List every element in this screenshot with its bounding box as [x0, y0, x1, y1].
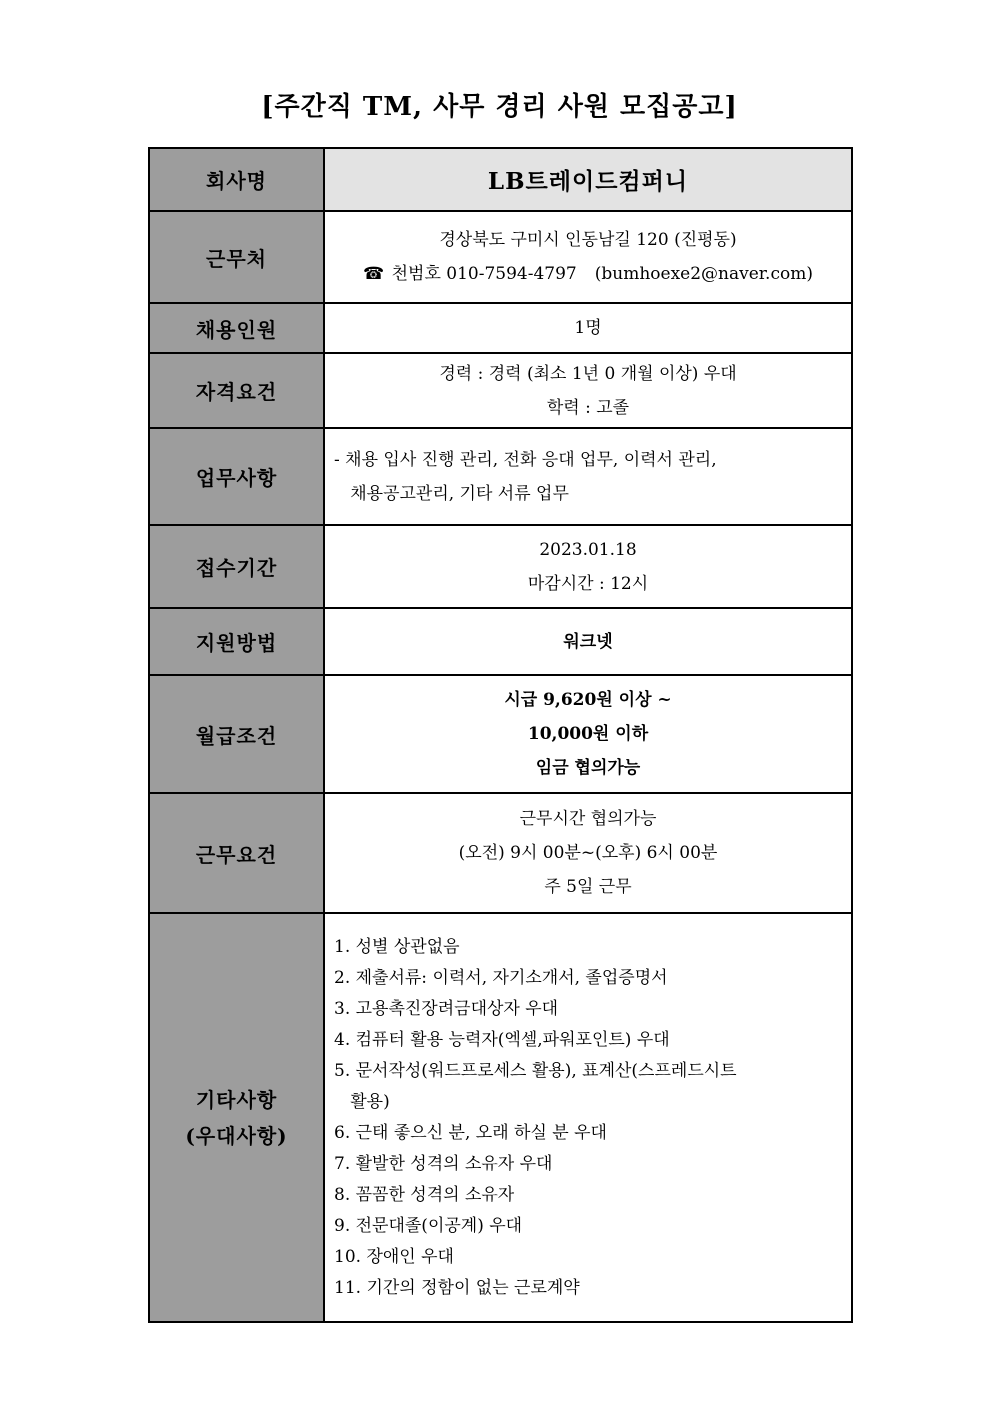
etc-list-item: 9. 전문대졸(이공계) 우대: [334, 1215, 523, 1236]
salary-cell: [324, 675, 852, 793]
table-row: [149, 793, 852, 913]
headcount-cell: [324, 303, 852, 353]
apply-method-value: 워크넷: [563, 631, 613, 652]
table-row: [149, 148, 852, 211]
table-row: [149, 353, 852, 428]
qualifications-education: 학력 : 고졸: [546, 397, 630, 418]
phone-icon: ☎: [363, 264, 385, 284]
etc-list-item: 활용): [334, 1091, 390, 1112]
etc-list-item: 7. 활발한 성격의 소유자 우대: [334, 1153, 553, 1174]
etc-list-item: 3. 고용촉진장려금대상자 우대: [334, 998, 559, 1019]
job-posting-table: [148, 147, 853, 1323]
etc-list-item: 11. 기간의 정함이 없는 근로계약: [334, 1277, 580, 1298]
salary-line: 임금 협의가능: [535, 758, 641, 778]
etc-list-item: 5. 문서작성(워드프로세스 활용), 표계산(스프레드시트: [334, 1060, 737, 1081]
row-label-apply-method: 지원방법: [149, 608, 324, 675]
work-conditions-cell: [324, 793, 852, 913]
table-row: [149, 608, 852, 675]
application-period-cell: [324, 525, 852, 608]
application-date: 2023.01.18: [539, 539, 637, 560]
company-name-cell: LB트레이드컴퍼니: [324, 148, 852, 211]
etc-list-item: 2. 제출서류: 이력서, 자기소개서, 졸업증명서: [334, 967, 668, 988]
application-deadline: 마감시간 : 12시: [527, 573, 649, 594]
etc-list-item: 6. 근태 좋으신 분, 오래 하실 분 우대: [334, 1122, 607, 1143]
etc-list-item: 8. 꼼꼼한 성격의 소유자: [334, 1184, 515, 1205]
table-row: [149, 211, 852, 303]
workplace-email: (bumhoexe2@naver.com): [594, 264, 813, 284]
row-label-company: 회사명: [149, 148, 324, 211]
headcount-value: 1명: [574, 318, 602, 338]
duties-line: - 채용 입사 진행 관리, 전화 응대 업무, 이력서 관리,: [334, 449, 717, 470]
etc-label-line: (우대사항): [185, 1123, 288, 1148]
workplace-contact: 천범호 010-7594-4797: [391, 264, 577, 284]
row-label-salary: 월급조건: [149, 675, 324, 793]
row-label-etc: [149, 913, 324, 1322]
salary-line: 10,000원 이하: [527, 724, 649, 744]
row-label-headcount: 채용인원: [149, 303, 324, 353]
workplace-cell: [324, 211, 852, 303]
etc-label-line: 기타사항: [195, 1087, 278, 1112]
row-label-work-conditions: 근무요건: [149, 793, 324, 913]
etc-cell: [324, 913, 852, 1322]
row-label-workplace: 근무처: [149, 211, 324, 303]
workplace-address: 경상북도 구미시 인동남길 120 (진평동): [439, 230, 737, 250]
row-label-duties: 업무사항: [149, 428, 324, 525]
salary-line: 시급 9,620원 이상 ~: [504, 690, 672, 710]
table-row: [149, 428, 852, 525]
work-conditions-line: 주 5일 근무: [544, 877, 632, 897]
table-row: [149, 675, 852, 793]
etc-list-item: 4. 컴퓨터 활용 능력자(엑셀,파워포인트) 우대: [334, 1029, 670, 1050]
duties-line: 채용공고관리, 기타 서류 업무: [334, 483, 569, 504]
duties-cell: [324, 428, 852, 525]
qualifications-cell: [324, 353, 852, 428]
work-conditions-line: (오전) 9시 00분~(오후) 6시 00분: [458, 843, 718, 863]
table-row: [149, 913, 852, 1322]
table-row: [149, 525, 852, 608]
row-label-application-period: 접수기간: [149, 525, 324, 608]
work-conditions-line: 근무시간 협의가능: [519, 809, 657, 829]
page-title: [주간직 TM, 사무 경리 사원 모집공고]: [261, 92, 738, 122]
row-label-qualifications: 자격요건: [149, 353, 324, 428]
table-row: [149, 303, 852, 353]
etc-list-item: 1. 성별 상관없음: [334, 936, 460, 957]
workplace-contact-line: [325, 257, 851, 291]
qualifications-career: 경력 : 경력 (최소 1년 0 개월 이상) 우대: [439, 363, 737, 384]
apply-method-cell: [324, 608, 852, 675]
etc-list-item: 10. 장애인 우대: [334, 1246, 454, 1267]
